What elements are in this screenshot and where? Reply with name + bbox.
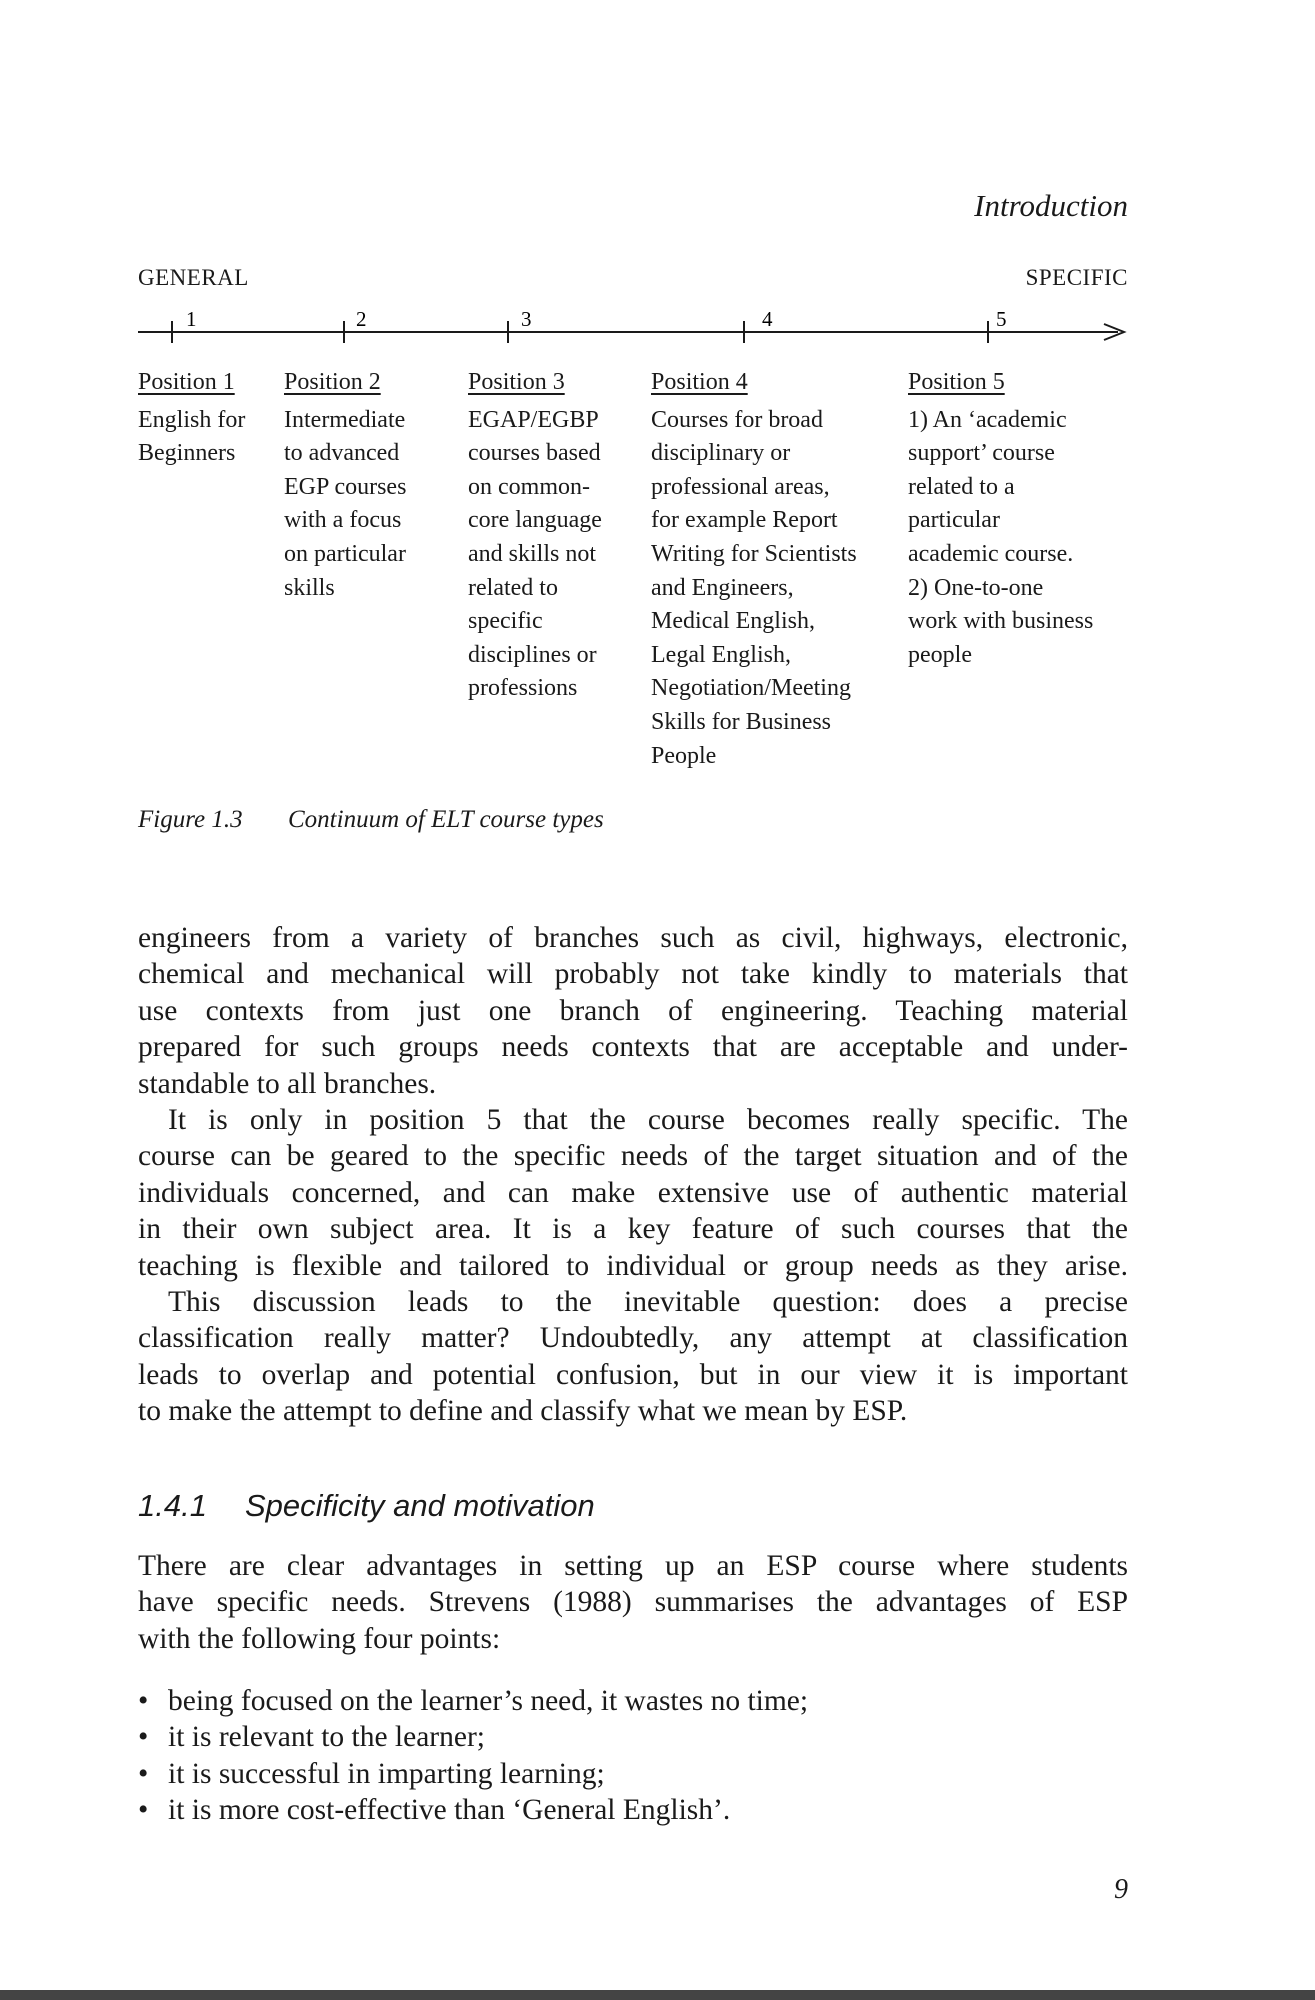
position-3-heading: Position 3: [468, 369, 565, 395]
text-line: course can be geared to the specific needs of the target situation and of the: [138, 1140, 1128, 1173]
position-5-line: 1) An ‘academic: [908, 406, 1067, 433]
text-line: standable to all branches.: [138, 1067, 437, 1100]
scan-bottom-edge: [0, 1990, 1315, 2000]
position-4-line: Skills for Business: [651, 708, 832, 735]
position-2-line: EGP courses: [284, 473, 407, 500]
figure-caption-text: Continuum of ELT course types: [288, 806, 604, 833]
position-5-line: particular: [908, 507, 1000, 534]
position-5-line: academic course.: [908, 540, 1074, 567]
page-number: 9: [1114, 1874, 1128, 1905]
text-line: chemical and mechanical will probably not take kindly to materials that: [138, 958, 1128, 991]
text-line: engineers from a variety of branches such as civil, highways, electronic,: [138, 922, 1128, 954]
position-3-line: courses based: [468, 440, 601, 467]
list-item-text: it is relevant to the learner;: [168, 1721, 485, 1754]
section-title: Specificity and motivation: [245, 1488, 595, 1523]
text-line: classification really matter? Undoubtedly, any attempt at classification: [138, 1322, 1128, 1355]
position-5-line: work with business: [908, 608, 1094, 635]
intro-paragraph: [138, 1548, 1128, 1657]
axis-label-specific: SPECIFIC: [1025, 265, 1128, 290]
figure-label: Figure 1.3: [138, 806, 243, 833]
position-1-line: English for: [138, 406, 246, 433]
text-line: in their own subject area. It is a key feature of such courses that the: [138, 1213, 1128, 1246]
axis-label-general: GENERAL: [138, 265, 249, 290]
text-line: This discussion leads to the inevitable question: does a precise: [168, 1286, 1128, 1318]
position-2-line: Intermediate: [284, 406, 406, 433]
section-number: 1.4.1: [138, 1488, 207, 1523]
body-paragraph-1: [138, 920, 1128, 1102]
position-3-line: EGAP/EGBP: [468, 406, 599, 433]
running-header-title: Introduction: [974, 188, 1128, 223]
position-1-heading: Position 1: [138, 369, 235, 395]
list-item-text: it is successful in imparting learning;: [168, 1757, 605, 1790]
list-item: [138, 1719, 808, 1755]
axis-tick-label-5: 5: [996, 310, 1007, 331]
position-5-line: support’ course: [908, 440, 1055, 467]
position-4-line: disciplinary or: [651, 440, 791, 467]
position-4-heading: Position 4: [651, 369, 748, 395]
position-4-line: Writing for Scientists: [651, 540, 857, 567]
position-3-line: disciplines or: [468, 641, 597, 668]
axis-tick-label-4: 4: [762, 310, 773, 331]
position-5-line: 2) One-to-one: [908, 574, 1044, 601]
body-paragraph-3: [138, 1284, 1128, 1430]
position-3-line: professions: [468, 675, 578, 702]
continuum-axis: [138, 310, 1138, 350]
position-5-heading: Position 5: [908, 369, 1005, 395]
text-line: It is only in position 5 that the course becomes really specific. The: [168, 1104, 1128, 1136]
position-3-column: [468, 366, 602, 706]
position-4-line: Negotiation/Meeting: [651, 675, 851, 702]
position-5-line: related to a: [908, 473, 1015, 500]
position-3-line: and skills not: [468, 540, 597, 567]
position-2-line: to advanced: [284, 440, 400, 467]
axis-tick-label-1: 1: [186, 310, 197, 331]
body-paragraph-2: [138, 1102, 1128, 1284]
position-2-line: on particular: [284, 540, 406, 567]
position-2-column: [284, 366, 406, 605]
position-4-column: [651, 366, 857, 773]
text-line: have specific needs. Strevens (1988) summarises the advantages of ESP: [138, 1586, 1128, 1619]
axis-tick-label-2: 2: [356, 310, 367, 331]
position-4-line: professional areas,: [651, 473, 830, 500]
text-line: with the following four points:: [138, 1622, 501, 1655]
bullet-icon: •: [138, 1757, 149, 1790]
position-4-line: People: [651, 742, 717, 769]
position-3-line: specific: [468, 608, 543, 635]
position-2-line: with a focus: [284, 507, 402, 534]
text-line: teaching is flexible and tailored to individual or group needs as they arise.: [138, 1249, 1128, 1282]
position-3-line: core language: [468, 507, 602, 534]
text-line: prepared for such groups needs contexts that are acceptable and under-: [138, 1031, 1128, 1064]
bullet-icon: •: [138, 1685, 149, 1717]
position-3-line: on common-: [468, 473, 590, 500]
position-3-line: related to: [468, 574, 558, 601]
position-4-line: Legal English,: [651, 641, 791, 668]
position-2-line: skills: [284, 574, 335, 601]
list-item: [138, 1756, 808, 1792]
list-item-text: it is more cost-effective than ‘General English’.: [168, 1794, 731, 1827]
section-heading: [138, 1488, 595, 1524]
text-line: to make the attempt to define and classify what we mean by ESP.: [138, 1395, 908, 1428]
text-line: individuals concerned, and can make extensive use of authentic material: [138, 1176, 1128, 1209]
position-4-line: Medical English,: [651, 608, 815, 635]
position-5-column: [908, 366, 1093, 672]
bullet-icon: •: [138, 1794, 149, 1827]
text-line: use contexts from just one branch of engineering. Teaching material: [138, 994, 1128, 1027]
advantages-list: [138, 1683, 808, 1829]
position-1-column: [138, 366, 245, 471]
list-item: [138, 1792, 808, 1828]
position-5-line: people: [908, 641, 972, 668]
list-item-text: being focused on the learner’s need, it wastes no time;: [168, 1685, 809, 1717]
figure-caption: [138, 806, 604, 834]
axis-tick-label-3: 3: [521, 310, 532, 331]
position-4-line: and Engineers,: [651, 574, 794, 601]
position-2-heading: Position 2: [284, 369, 381, 395]
text-line: There are clear advantages in setting up an ESP course where students: [138, 1550, 1128, 1582]
position-4-line: Courses for broad: [651, 406, 823, 433]
text-line: leads to overlap and potential confusion, but in our view it is important: [138, 1358, 1128, 1391]
position-4-line: for example Report: [651, 507, 838, 534]
list-item: [138, 1683, 808, 1719]
bullet-icon: •: [138, 1721, 149, 1754]
position-1-line: Beginners: [138, 440, 236, 467]
